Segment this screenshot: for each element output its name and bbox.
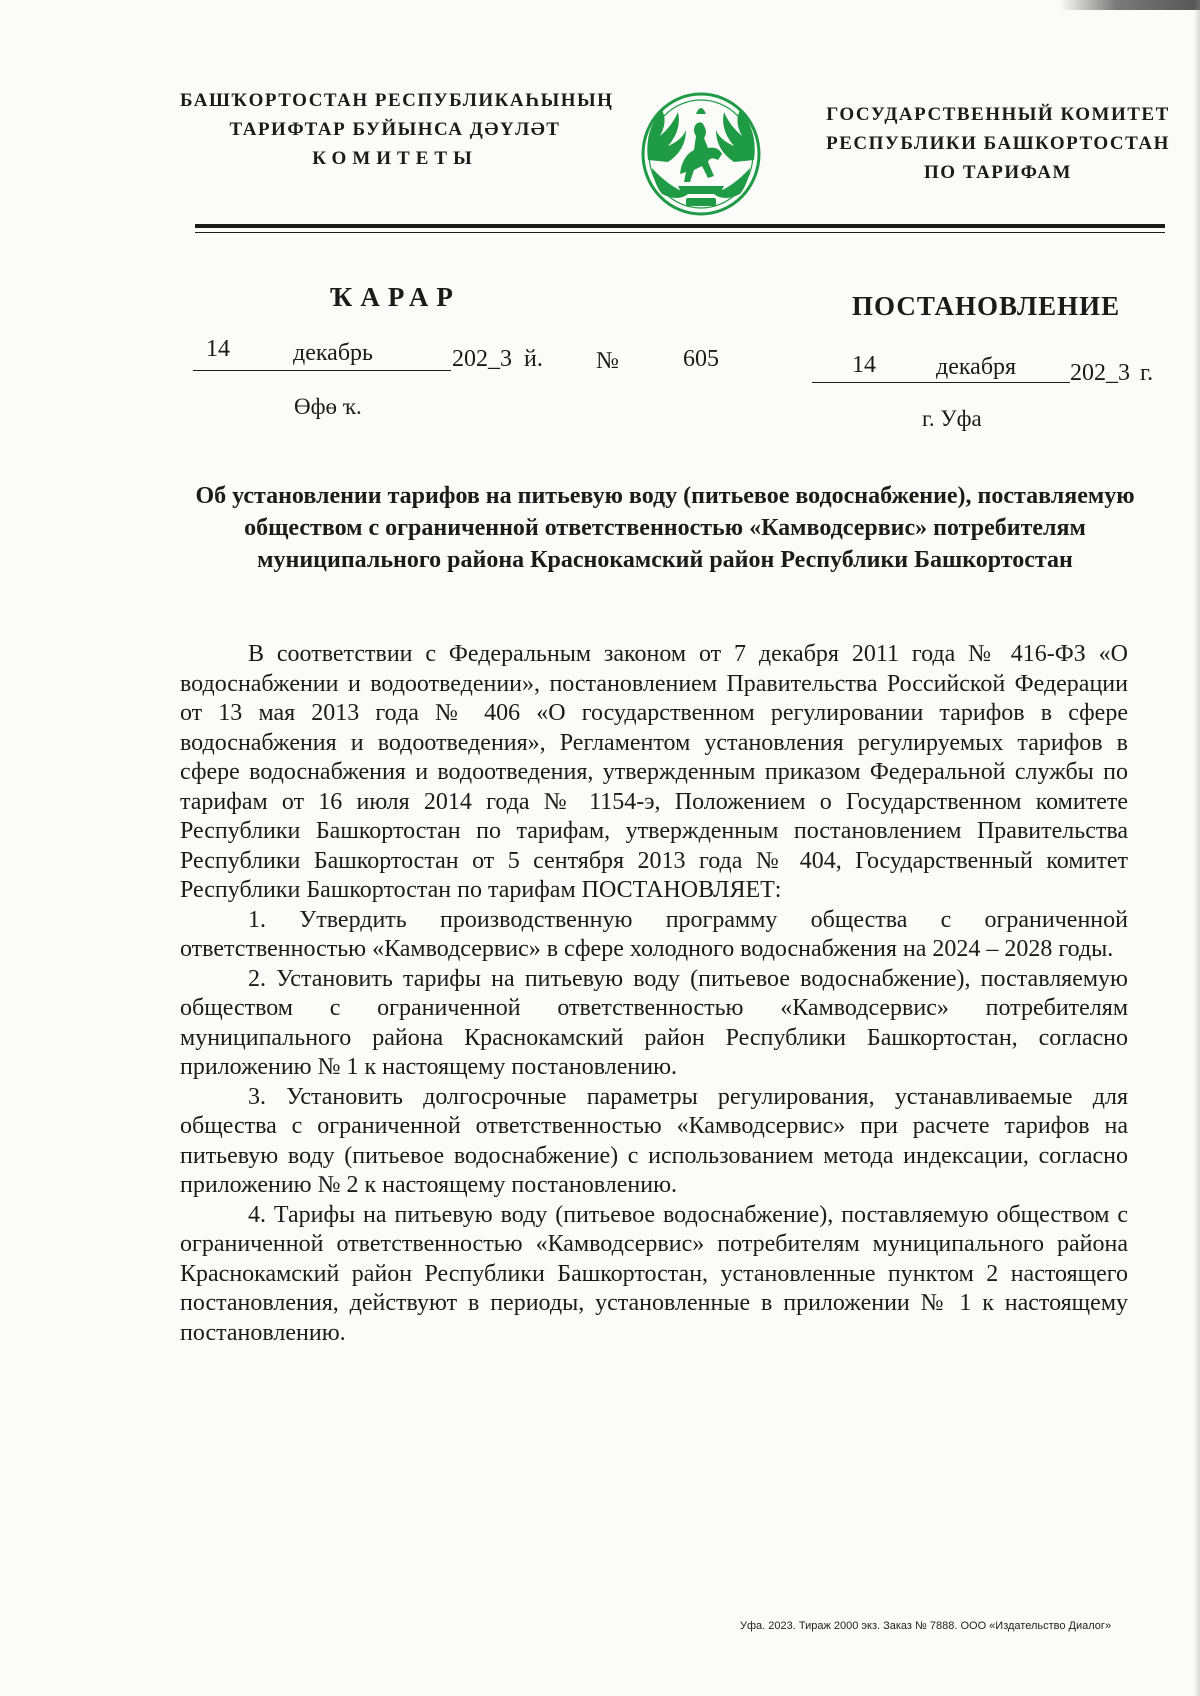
number-sign: № bbox=[596, 348, 619, 374]
left-date-day: 14 bbox=[206, 336, 230, 362]
header-divider-thick bbox=[195, 224, 1165, 228]
doc-type-russian: ПОСТАНОВЛЕНИЕ bbox=[852, 291, 1121, 321]
scan-edge-right bbox=[1194, 0, 1200, 1696]
right-date-year: 202_3 bbox=[1070, 360, 1130, 386]
item-4-paragraph: 4. Тарифы на питьевую воду (питьевое водоснабжение), поставляемую обществом с ограниченной ответственностью «Камводсервис» потребителям муниципального района Краснокамский район Республики Башкортостан, установленные пунктом 2 настоящего постановления, действуют в периоды, установленные в приложении № 1 к настоящему постановлению. bbox=[180, 1201, 1128, 1346]
header-right-russian bbox=[808, 100, 1188, 187]
left-date-year: 202_3 bbox=[452, 346, 512, 372]
right-date-underline bbox=[812, 382, 1070, 383]
document-title: Об установлении тарифов на питьевую воду (питьевое водоснабжение), поставляемую обществом с ограниченной ответственностью «Камводсервис» потребителям муниципального района Краснокамский район Республики Башкортостан bbox=[195, 483, 1135, 573]
city-russian: г. Уфа bbox=[922, 406, 982, 431]
right-date-year-suffix: г. bbox=[1140, 360, 1154, 386]
header-right-line-1: ГОСУДАРСТВЕННЫЙ КОМИТЕТ bbox=[826, 104, 1170, 125]
item-3-paragraph: 3. Установить долгосрочные параметры регулирования, устанавливаемые для общества с ограниченной ответственностью «Камводсервис» при расчете тарифов на питьевую воду (питьевое водоснабжение) с использованием метода индексации, согласно приложению № 2 к настоящему постановлению. bbox=[180, 1083, 1128, 1198]
item-2-paragraph: 2. Установить тарифы на питьевую воду (питьевое водоснабжение), поставляемую обществом с ограниченной ответственностью «Камводсервис» потребителям муниципального района Краснокамский район Республики Башкортостан, согласно приложению № 1 к настоящему постановлению. bbox=[180, 965, 1128, 1080]
right-date-day: 14 bbox=[852, 352, 876, 378]
print-imprint: Уфа. 2023. Тираж 2000 экз. Заказ № 7888. ООО «Издательство Диалог» bbox=[740, 1620, 1112, 1632]
header-left-line-3: КОМИТЕТЫ bbox=[312, 148, 478, 169]
right-date-month: декабря bbox=[936, 354, 1017, 380]
number-value: 605 bbox=[683, 346, 719, 372]
item-1-paragraph: 1. Утвердить производственную программу общества с ограниченной ответственностью «Камводсервис» в сфере холодного водоснабжения на 2024 – 2028 годы. bbox=[180, 906, 1128, 962]
scan-edge-top bbox=[1060, 0, 1200, 10]
coat-of-arms-emblem bbox=[638, 90, 764, 222]
left-date-month: декабрь bbox=[293, 340, 373, 366]
header-right-line-3: ПО ТАРИФАМ bbox=[924, 162, 1072, 183]
document-body bbox=[180, 640, 1128, 1348]
header-left-line-1: БАШҠОРТОСТАН РЕСПУБЛИКАҺЫНЫҢ bbox=[180, 90, 614, 111]
preamble-paragraph: В соответствии с Федеральным законом от 7 декабря 2011 года № 416-ФЗ «О водоснабжении и водоотведении», постановлением Правительства Российской Федерации от 13 мая 2013 года № 406 «О государственном регулировании тарифов в сфере водоснабжения и водоотведения», Регламентом установления регулируемых тарифов в сфере водоснабжения и водоотведения, утвержденным приказом Федеральной службы по тарифам от 16 июля 2014 года № 1154-э, Положением о Государственном комитете Республики Башкортостан по тарифам, утвержденным постановлением Правительства Республики Башкортостан от 5 сентября 2013 года № 404, Государственный комитет Республики Башкортостан по тарифам ПОСТАНОВЛЯЕТ: bbox=[180, 641, 1128, 903]
header-right-line-2: РЕСПУБЛИКИ БАШКОРТОСТАН bbox=[826, 133, 1170, 154]
left-date-underline bbox=[193, 370, 451, 371]
header-divider-thin bbox=[195, 232, 1165, 233]
header-left-line-2: ТАРИФТАР БУЙЫНСА ДӘҮЛӘТ bbox=[229, 119, 561, 140]
city-bashkir: Өфө ҡ. bbox=[294, 394, 362, 419]
left-date-year-suffix: й. bbox=[524, 346, 543, 372]
header-left-bashkir bbox=[180, 86, 614, 173]
doc-type-bashkir: ҠАРАР bbox=[330, 282, 461, 312]
